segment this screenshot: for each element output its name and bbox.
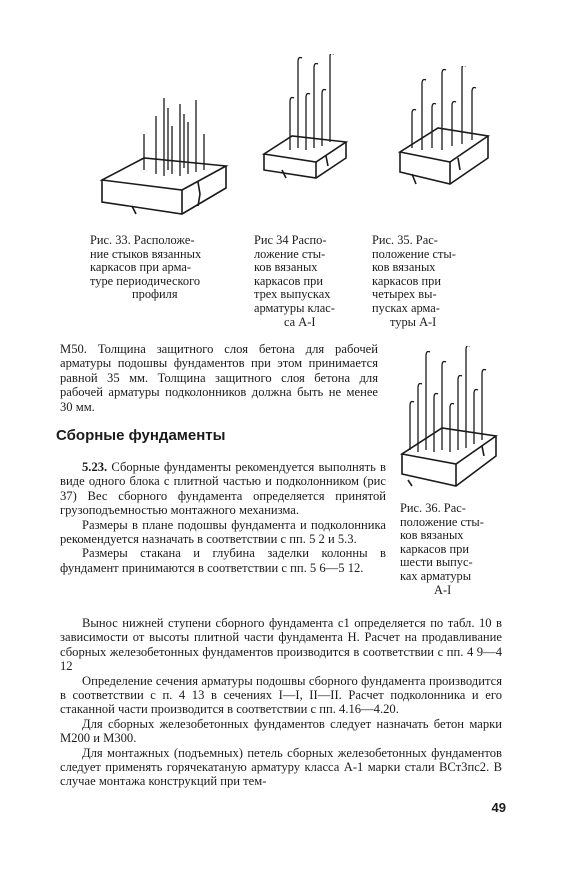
paragraph-protective-layer [60,342,378,414]
caption-line: положение сты- [372,246,456,261]
caption-line: положение сты- [400,514,484,529]
paragraph-lifting-loops: Для монтажных (подъемных) петель сборных железобетонных фундаментов следует применять горячекатаную арматуру класса А-1 марки стали ВСт3пс2. В случае монтажа конструкций при тем- [60,745,502,789]
figure-36-caption [400,502,504,597]
caption-line: Рис. 36. Рас- [400,501,466,515]
figure-34-caption [254,234,354,329]
caption-line: ках арматуры [400,568,472,583]
caption-line: каркасов при [254,273,323,288]
caption-line: шести выпус- [400,555,473,570]
caption-line: каркасов при арма- [90,260,191,275]
figure-34-drawing [260,54,352,184]
caption-line: трех выпусках [254,287,331,302]
caption-line: ков вязаных [372,260,436,275]
caption-line: каркасов при [372,273,441,288]
caption-line: ние стыков вязанных [90,246,202,261]
figure-35-caption [372,234,476,329]
caption-line: каркасов при [400,541,469,556]
paragraph-text: Сборные фундаменты рекомендуется выполнять в виде одного блока с плитной частью и подколонником (рис 37) Вес сборного фундамента определяется принятой грузоподъемностью монтажного механизма. [60,460,386,518]
narrow-column [60,460,386,575]
figure-33-caption [90,234,240,302]
caption-line: ложение сты- [254,246,326,261]
caption-line: арматуры клас- [254,300,335,315]
caption-line: четырех вы- [372,287,437,302]
paragraph-5-23 [60,460,386,518]
caption-line: ков вязаных [400,528,464,543]
page-number: 49 [491,800,506,815]
caption-line: пусках арма- [372,300,440,315]
caption-line: Рис 34 Распо- [254,233,327,247]
caption-line: Рис. 35. Рас- [372,233,438,247]
caption-line: туры A-I [390,314,437,329]
caption-line: са A-I [284,314,316,329]
paragraph-sizes: Размеры в плане подошвы фундамента и подколонника рекомендуется назначать в соответствии с пп. 5 2 и 5.3. [60,517,386,547]
figure-36-drawing [398,346,502,496]
figure-35-drawing [396,66,496,192]
wide-column [60,616,502,789]
figure-33-drawing [96,96,236,220]
caption-line: туре периодического [90,273,201,288]
caption-line: Рис. 33. Расположе- [90,233,195,247]
section-heading: Сборные фундаменты [56,427,226,444]
clause-number: 5.23. [82,460,108,474]
paragraph-step-offset: Вынос нижней ступени сборного фундамента c1 определяется по табл. 10 в зависимости от высоты плитной части фундамента H. Расчет на продавливание сборных железобетонных фундаментов производится в соответствии с пп. 4 9—4 12 [60,616,502,674]
paragraph-reinforcement: Определение сечения арматуры подошвы сборного фундамента производится в соответствии с п. 4 13 в сечениях I—I, II—II. Расчет подколонника и его стаканной части производится в соответствии с пп. 4.16—4.20. [60,673,502,717]
paragraph-glass: Размеры стакана и глубина заделки колонны в фундамент принимаются в соответствии с пп. 5 6—5 12. [60,546,386,575]
caption-line: ков вязаных [254,260,318,275]
paragraph-concrete-grade: Для сборных железобетонных фундаментов следует назначать бетон марки М200 и М300. [60,716,502,746]
caption-line: профиля [132,287,178,302]
caption-line: A-I [434,582,452,597]
paragraph-text: M50. Толщина защитного слоя бетона для рабочей арматуры подошвы фундаментов при этом принимается равной 35 мм. Толщина защитного слоя бетона для рабочей арматуры подколонников должна быть не менее 30 мм. [60,342,378,414]
